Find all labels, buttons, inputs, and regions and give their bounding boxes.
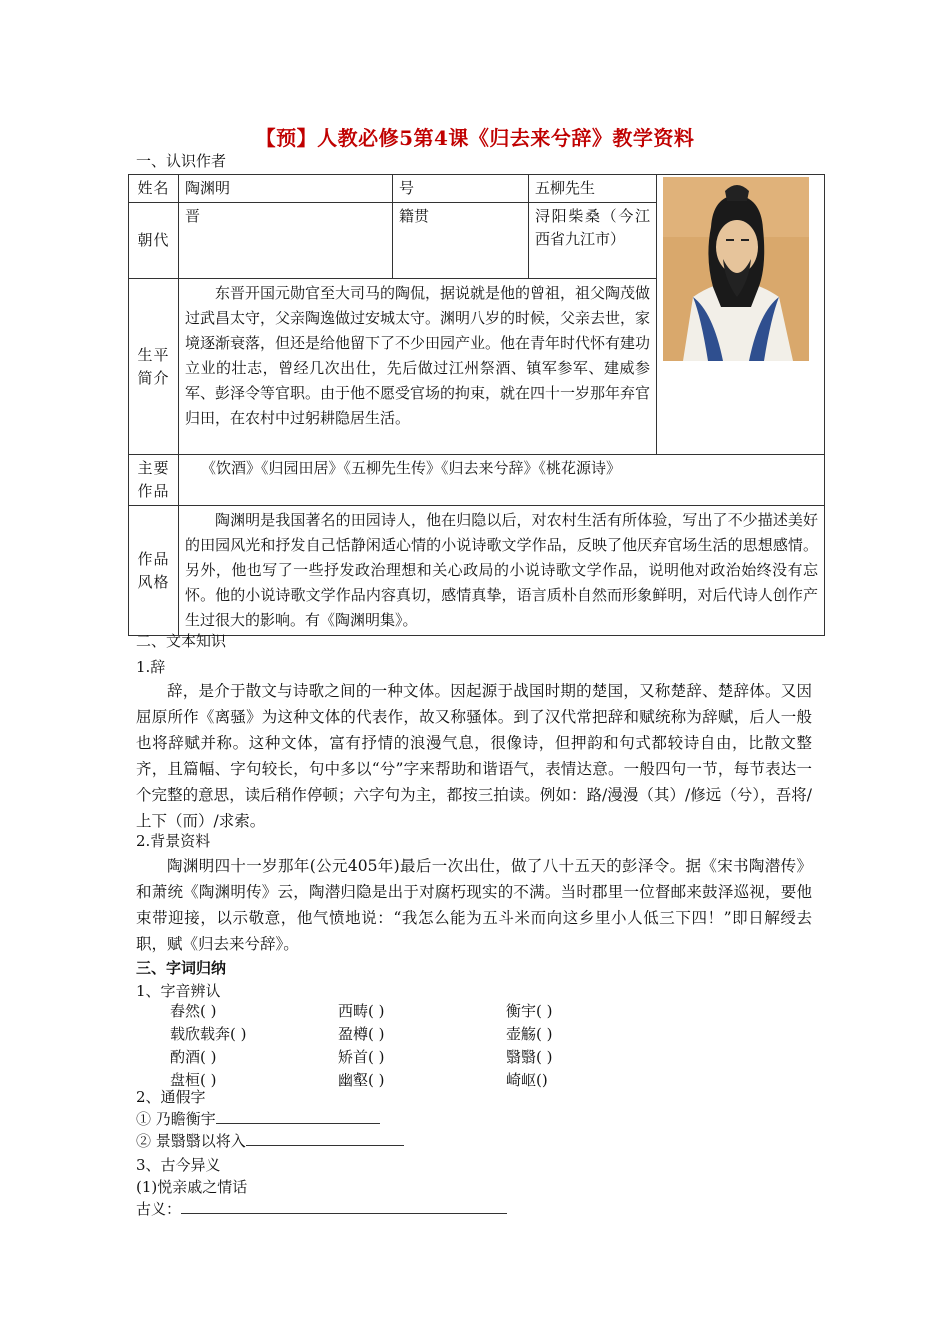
- pron-item: 酌酒( ): [170, 1048, 217, 1066]
- hao-label: 号: [393, 175, 529, 203]
- style-label: 作品风格: [129, 506, 179, 636]
- style-text: 陶渊明是我国著名的田园诗人，他在归隐以后，对农村生活有所体验，写出了不少描述美好的田园风光和抒发自己恬静闲适心情的小说诗歌文学作品，反映了他厌弃官场生活的思想感情。另外，他也写了一些抒发政治理想和关心政局的小说诗歌文学作品，说明他对政治始终没有忘怀。他的小说诗歌文学作品内容真切，感情真挚，语言质朴自然而形象鲜明，对后代诗人创作产生过很大的影响。有《陶渊明集》。: [179, 506, 825, 636]
- question-tongjia: 2、通假字: [136, 1088, 206, 1106]
- hao-value: 五柳先生: [529, 175, 657, 203]
- pron-item: 盈樽( ): [338, 1025, 385, 1043]
- answer-blank[interactable]: [181, 1199, 507, 1214]
- section-heading-vocabulary: 三、字词归纳: [136, 959, 227, 977]
- pron-item: 壶觞( ): [506, 1025, 553, 1043]
- gujin-ancient-meaning: [136, 1198, 507, 1220]
- pron-item: 矫首( ): [338, 1048, 385, 1066]
- pron-col-1: [170, 1000, 246, 1092]
- pron-item: 盘桓( ): [170, 1071, 217, 1089]
- pron-col-3: [506, 1000, 552, 1092]
- tongjia-item-1: [136, 1108, 380, 1130]
- bio-text: 东晋开国元勋官至大司马的陶侃，据说就是他的曾祖，祖父陶茂做过武昌太守，父亲陶逸做过安城太守。渊明八岁的时候，父亲去世，家境逐渐衰落，但还是给他留下了不少田园产业。他在青年时代怀有建功立业的壮志，曾经几次出仕，先后做过江州祭酒、镇军参军、建威参军、彭泽令等官职。由于他不愿受官场的拘束，就在四十一岁那年弃官归田，在农村中过躬耕隐居生活。: [179, 279, 657, 455]
- bio-label: 生平简介: [129, 279, 179, 455]
- section-heading-author: 一、认识作者: [136, 152, 227, 170]
- origin-value: 浔阳柴桑（今江西省九江市）: [529, 203, 657, 279]
- dynasty-value: 晋: [179, 203, 393, 279]
- tongjia-item-1-text: ① 乃瞻衡宇: [136, 1110, 216, 1128]
- name-value: 陶渊明: [179, 175, 393, 203]
- author-table: [128, 174, 825, 636]
- pron-item: 崎岖(): [506, 1071, 548, 1089]
- works-text: 《饮酒》《归园田居》《五柳先生传》《归去来兮辞》《桃花源诗》: [179, 455, 825, 506]
- dynasty-label: 朝代: [129, 203, 179, 279]
- background-paragraph: 陶渊明四十一岁那年(公元405年)最后一次出仕，做了八十五天的彭泽令。据《宋书陶潜传》和萧统《陶渊明传》云，陶潜归隐是出于对腐朽现实的不满。当时郡里一位督邮来鼓泽巡视，要他束带迎接，以示敬意，他气愤地说：“我怎么能为五斗米而向这乡里小人低三下四！”即日解绶去职，赋《归去来兮辞》。: [136, 857, 812, 953]
- subheading-background: 2.背景资料: [136, 832, 211, 850]
- ci-paragraph: 辞，是介于散文与诗歌之间的一种文体。因起源于战国时期的楚国，又称楚辞、楚辞体。又因屈原所作《离骚》为这种文体的代表作，故又称骚体。到了汉代常把辞和赋统称为辞赋，后人一般也将辞赋并称。这种文体，富有抒情的浪漫气息，很像诗，但押韵和句式都较诗自由，比散文整齐，且篇幅、字句较长，句中多以“兮”字来帮助和谐语气，表情达意。一般四句一节，每节表达一个完整的意思，读后稍作停顿；六字句为主，都按三拍读。例如：路/漫漫（其）/修远（兮），吾将/上下（而）/求索。: [136, 682, 812, 830]
- gujin-item-1: (1)悦亲戚之情话: [136, 1178, 248, 1196]
- tongjia-item-2: [136, 1130, 404, 1152]
- name-label: 姓名: [129, 175, 179, 203]
- pron-item: 翳翳( ): [506, 1048, 553, 1066]
- portrait-cell: [657, 175, 825, 455]
- section-heading-text-knowledge: 二、文本知识: [136, 632, 227, 650]
- pron-col-2: [338, 1000, 384, 1092]
- pron-item: 衡宇( ): [506, 1002, 553, 1020]
- subheading-ci: 1.辞: [136, 658, 166, 676]
- pron-item: 舂然( ): [170, 1002, 217, 1020]
- pron-item: 幽壑( ): [338, 1071, 385, 1089]
- answer-blank[interactable]: [216, 1109, 380, 1124]
- page-title: 【预】人教必修5第4课《归去来兮辞》教学资料: [255, 126, 695, 150]
- answer-blank[interactable]: [246, 1131, 404, 1146]
- author-portrait-image: [663, 177, 809, 361]
- tongjia-item-2-text: ② 景翳翳以将入: [136, 1132, 246, 1150]
- origin-label: 籍贯: [393, 203, 529, 279]
- works-label: 主要作品: [129, 455, 179, 506]
- gujin-ancient-label: 古义：: [136, 1200, 182, 1218]
- question-gujin: 3、古今异义: [136, 1156, 221, 1174]
- pron-item: 载欣载奔( ): [170, 1025, 247, 1043]
- question-pronunciation: 1、字音辨认: [136, 982, 221, 1000]
- pron-item: 西畴( ): [338, 1002, 385, 1020]
